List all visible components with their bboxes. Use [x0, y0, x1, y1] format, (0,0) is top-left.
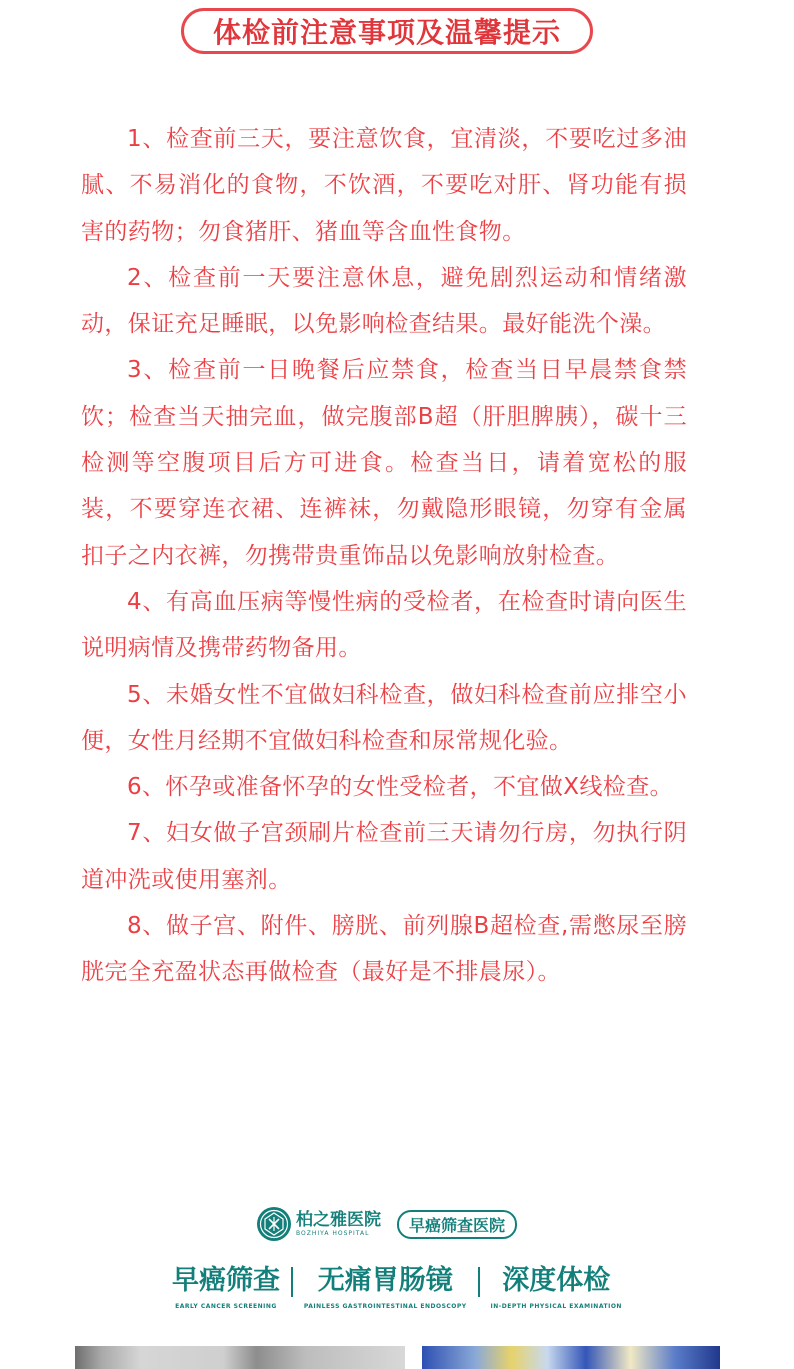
service-subtitle: EARLY CANCER SCREENING: [175, 1303, 277, 1310]
service-subtitle: IN-DEPTH PHYSICAL EXAMINATION: [490, 1303, 622, 1310]
service-deep-checkup: [491, 1264, 622, 1312]
service-divider: [291, 1267, 293, 1297]
service-title: 无痛胃肠镜: [317, 1265, 453, 1296]
note-item-2: 2、检查前一天要注意休息，避免剧烈运动和情绪激动，保证充足睡眠，以免影响检查结果。最好能洗个澡。: [81, 264, 687, 338]
hospital-tag: 早癌筛查医院: [397, 1210, 517, 1239]
service-early-cancer-screening: [172, 1264, 280, 1312]
note-item-1: 1、检查前三天，要注意饮食，宜清淡，不要吃过多油腻、不易消化的食物，不饮酒，不要吃对肝、肾功能有损害的药物；勿食猪肝、猪血等含血性食物。: [81, 126, 687, 245]
service-painless-endoscopy: [304, 1264, 467, 1312]
page-title: 体检前注意事项及温馨提示: [212, 16, 561, 49]
hospital-name-group: [296, 1210, 381, 1238]
note-item-8: 8、做子宫、附件、膀胱、前列腺B超检查,需憋尿至膀胱完全充盈状态再做检查（最好是不排晨尿）。: [81, 913, 687, 986]
title-banner: [181, 8, 593, 54]
service-subtitle: PAINLESS GASTROINTESTINAL ENDOSCOPY: [303, 1303, 467, 1310]
hospital-name-en: BOZHIYA HOSPITAL: [296, 1230, 370, 1237]
service-divider: [478, 1267, 480, 1297]
services-row: [172, 1264, 622, 1316]
hospital-emblem-icon: [256, 1206, 292, 1242]
notes-list: [81, 116, 687, 996]
note-item-3: 3、检查前一日晚餐后应禁食，检查当日早晨禁食禁饮；检查当天抽完血，做完腹部B超（肝胆脾胰），碳十三检测等空腹项目后方可进食。检查当日，请着宽松的服装，不要穿连衣裙、连裤袜，勿戴隐形眼镜，勿穿有金属扣子之内衣裤，勿携带贵重饰品以免影响放射检查。: [81, 357, 687, 569]
hospital-name: 柏之雅医院: [296, 1210, 381, 1230]
note-item-5: 5、未婚女性不宜做妇科检查，做妇科检查前应排空小便，女性月经期不宜做妇科检查和尿常规化验。: [81, 681, 687, 754]
service-title: 早癌筛查: [172, 1265, 280, 1296]
hospital-building-photo: [75, 1346, 405, 1369]
note-item-7: 7、妇女做子宫颈刷片检查前三天请勿行房，勿执行阴道冲洗或使用塞剂。: [81, 820, 687, 893]
hospital-interior-photo: [422, 1346, 720, 1369]
service-title: 深度体检: [502, 1265, 611, 1296]
note-item-4: 4、有高血压病等慢性病的受检者，在检查时请向医生说明病情及携带药物备用。: [81, 588, 687, 662]
note-item-6: 6、怀孕或准备怀孕的女性受检者，不宜做X线检查。: [127, 774, 673, 801]
hospital-logo: [256, 1204, 517, 1244]
hospital-brand-block: [0, 1200, 794, 1320]
